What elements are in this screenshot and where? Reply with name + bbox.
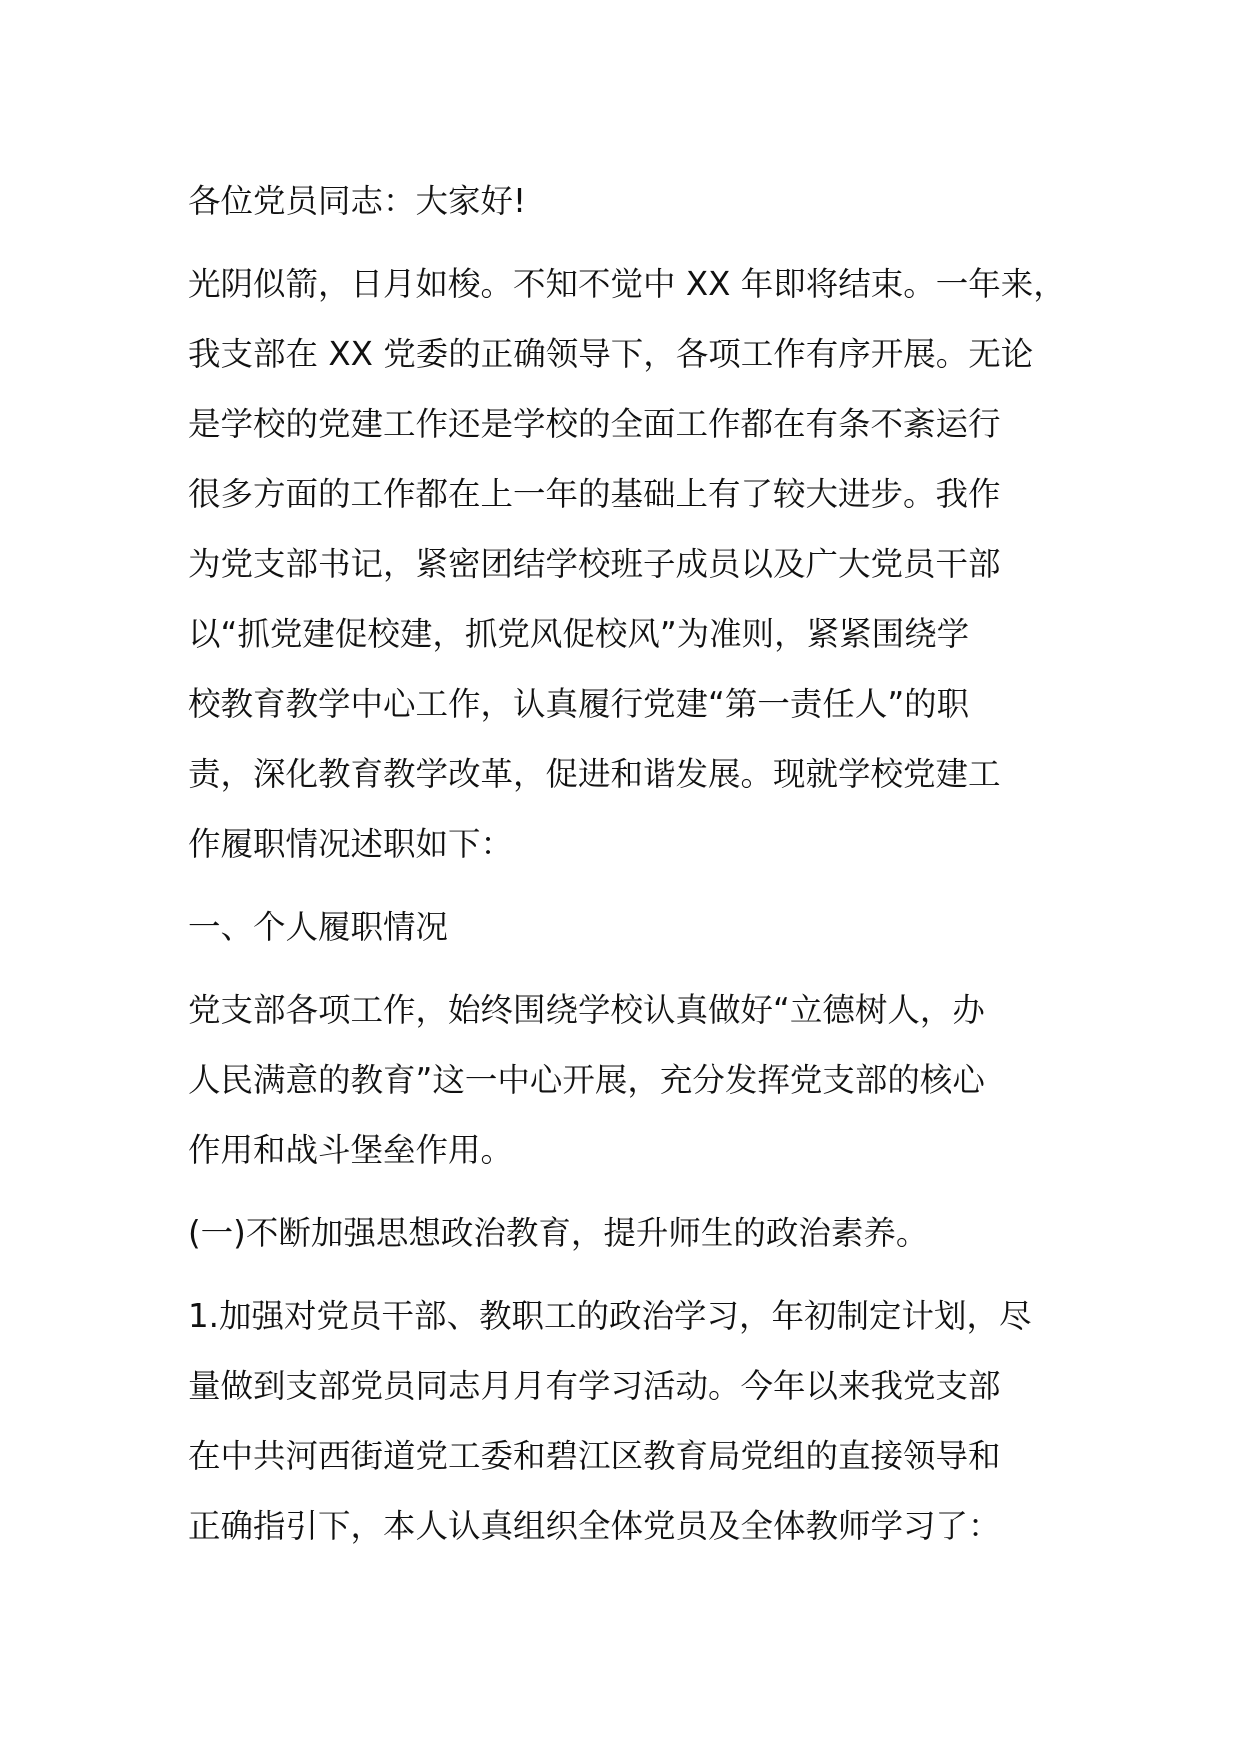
greeting-line: 各位党员同志：大家好! — [188, 182, 527, 220]
document-body — [188, 166, 1088, 1561]
subsection-heading: (一)不断加强思想政治教育，提升师生的政治素养。 — [188, 1214, 929, 1252]
intro-paragraph: 光阴似箭，日月如梭。不知不觉中 XX 年即将结束。一年来， 我支部在 XX 党委的正确领导下，各项工作有序开展。无论 是学校的党建工作还是学校的全面工作都在有条不紊运行 很多方面的工作都在上一年的基础上有了较大进步。我作 为党支部书记，紧密团结学校班子成员以及广大党员干部 以“抓党建促校建，抓党风促校风”为准则，紧紧围绕学 校教育教学中心工作，认真履行党建“第一责任人”的职 责，深化教育教学改革，促进和谐发展。现就学校党建工 作履职情况述职如下： — [188, 265, 1066, 863]
section-heading: 一、个人履职情况 — [188, 908, 449, 946]
numbered-paragraph: 1.加强对党员干部、教职工的政治学习，年初制定计划，尽 量做到支部党员同志月月有学习活动。今年以来我党支部 在中共河西街道党工委和碧江区教育局党组的直接领导和 正确指引下，本人认真组织全体党员及全体教师学习了： — [188, 1297, 1032, 1545]
body-paragraph: 党支部各项工作，始终围绕学校认真做好“立德树人，办 人民满意的教育”这一中心开展，充分发挥党支部的核心 作用和战斗堡垒作用。 — [188, 991, 985, 1169]
